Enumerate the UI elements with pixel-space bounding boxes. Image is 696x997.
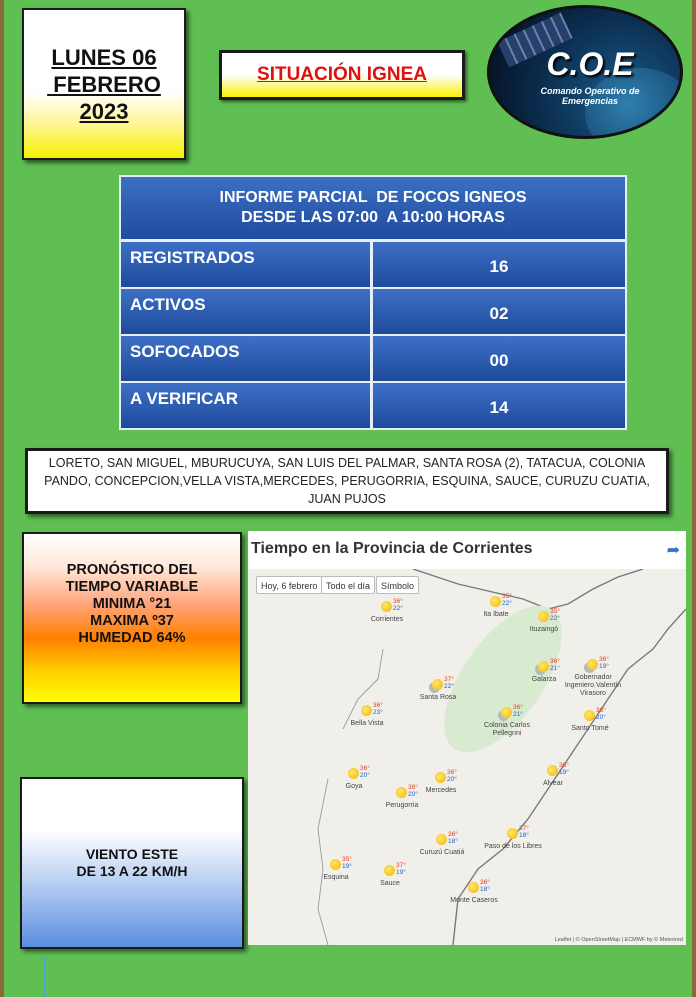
left-border — [0, 0, 4, 997]
sun-icon — [381, 601, 392, 612]
row-label: REGISTRADOS — [121, 242, 373, 287]
temp-min: 21° — [550, 665, 560, 672]
city-label[interactable]: Colonia Carlos Pellegrini — [484, 722, 530, 737]
forecast-line-2: TIEMPO VARIABLE — [65, 579, 199, 595]
city-label[interactable]: Ita Ibate — [483, 611, 509, 618]
city-temperature — [559, 762, 569, 776]
temp-max: 37° — [519, 825, 529, 832]
temp-max: 37° — [444, 676, 454, 683]
date-line-3: 2023 — [79, 98, 129, 124]
city-temperature — [480, 879, 490, 893]
row-value: 16 — [373, 242, 625, 287]
logo-title: C.O.E — [546, 46, 634, 82]
temp-max: 36° — [599, 656, 609, 663]
date-line-2: FEBRERO — [47, 71, 161, 97]
temp-max: 36° — [559, 762, 569, 769]
date-dropdown[interactable]: Hoy, 6 febrero — [256, 576, 322, 594]
forecast-humidity: HUMEDAD 64% — [78, 630, 186, 646]
sun-icon — [507, 828, 518, 839]
cloud-sun-icon — [501, 707, 512, 718]
period-dropdown[interactable]: Todo el día — [321, 576, 375, 594]
locations-list: LORETO, SAN MIGUEL, MBURUCUYA, SAN LUIS DEL PALMAR, SANTA ROSA (2), TATACUA, COLONIA PANDO, CONCEPCION,VELLA VISTA,MERCEDES, PERUGORRIA, ESQUINA, SAUCE, CURUZU CUATIA, JUAN PUJOS — [25, 448, 669, 514]
row-label: A VERIFICAR — [121, 383, 373, 428]
cloud-sun-icon — [538, 661, 549, 672]
sun-icon — [396, 787, 407, 798]
city-temperature — [448, 831, 458, 845]
city-label[interactable]: Perugorria — [385, 802, 419, 809]
temp-max: 36° — [596, 707, 606, 714]
temp-max: 36° — [513, 704, 523, 711]
temp-min: 22° — [502, 600, 512, 607]
symbol-dropdown[interactable]: Símbolo — [376, 576, 419, 594]
city-label[interactable]: Galarza — [531, 676, 557, 683]
forecast-box — [22, 532, 242, 704]
date-box — [22, 8, 186, 160]
city-label[interactable]: Esquina — [323, 874, 349, 881]
map-rivers — [248, 569, 686, 945]
city-temperature — [550, 658, 560, 672]
sun-icon — [584, 710, 595, 721]
weather-widget — [248, 531, 686, 945]
temp-max: 35° — [550, 608, 560, 615]
temp-min: 21° — [513, 711, 523, 718]
city-temperature — [373, 702, 383, 716]
city-temperature — [596, 707, 606, 721]
table-row — [121, 383, 625, 428]
forecast-min: MINIMA °21 — [92, 596, 172, 612]
sun-icon — [538, 611, 549, 622]
temp-max: 38° — [408, 784, 418, 791]
city-temperature — [408, 784, 418, 798]
situation-title: SITUACIÓN IGNEA — [257, 64, 427, 85]
forecast-line-1: PRONÓSTICO DEL — [66, 562, 198, 578]
logo-subtitle-line1: Comando Operativo de — [540, 86, 640, 96]
city-label[interactable]: Bella Vista — [350, 720, 384, 727]
table-row — [121, 242, 625, 289]
right-border — [692, 0, 696, 997]
coe-logo — [487, 5, 683, 139]
situation-banner — [219, 50, 465, 100]
city-label[interactable]: Alvear — [543, 780, 563, 787]
sun-icon — [330, 859, 341, 870]
divider-line — [44, 955, 46, 997]
temp-max: 36° — [480, 879, 490, 886]
share-arrow-icon[interactable]: ➦ — [666, 542, 680, 559]
temp-max: 35° — [502, 593, 512, 600]
city-temperature — [519, 825, 529, 839]
city-temperature — [447, 769, 457, 783]
city-label[interactable]: Monte Caseros — [450, 897, 498, 904]
cloud-sun-icon — [432, 679, 443, 690]
city-temperature — [513, 704, 523, 718]
table-row — [121, 289, 625, 336]
temp-max: 36° — [373, 702, 383, 709]
cloud-sun-icon — [587, 659, 598, 670]
temp-min: 22° — [393, 605, 403, 612]
row-label: SOFOCADOS — [121, 336, 373, 381]
city-temperature — [393, 598, 403, 612]
wind-box — [20, 777, 244, 949]
temp-min: 19° — [559, 769, 569, 776]
city-label[interactable]: Sauce — [380, 880, 400, 887]
sun-icon — [490, 596, 501, 607]
city-label[interactable]: Curuzú Cuatiá — [419, 849, 465, 856]
city-label[interactable]: Mercedes — [425, 787, 457, 794]
temp-min: 18° — [480, 886, 490, 893]
temp-max: 36° — [448, 831, 458, 838]
wind-line-1: VIENTO ESTE — [85, 846, 179, 862]
city-temperature — [396, 862, 406, 876]
row-label: ACTIVOS — [121, 289, 373, 334]
temp-min: 20° — [596, 714, 606, 721]
city-label[interactable]: Paso de los Libres — [484, 843, 542, 850]
sun-icon — [436, 834, 447, 845]
temp-min: 19° — [599, 663, 609, 670]
weather-map[interactable] — [248, 569, 686, 945]
temp-max: 37° — [396, 862, 406, 869]
temp-min: 20° — [360, 772, 370, 779]
temp-max: 36° — [360, 765, 370, 772]
weather-title: Tiempo en la Provincia de Corrientes — [251, 540, 533, 557]
date-line-1: LUNES 06 — [51, 44, 157, 70]
report-title-line1: INFORME PARCIAL DE FOCOS IGNEOS — [219, 189, 527, 206]
temp-max: 36° — [550, 658, 560, 665]
temp-min: 22° — [444, 683, 454, 690]
city-temperature — [599, 656, 609, 670]
city-label[interactable]: Santa Rosa — [419, 694, 457, 701]
city-temperature — [444, 676, 454, 690]
temp-min: 18° — [448, 838, 458, 845]
sun-icon — [547, 765, 558, 776]
sun-icon — [348, 768, 359, 779]
city-temperature — [342, 856, 352, 870]
sun-icon — [361, 705, 372, 716]
temp-max: 35° — [342, 856, 352, 863]
temp-min: 19° — [396, 869, 406, 876]
city-label[interactable]: Goya — [345, 783, 363, 790]
report-header — [121, 177, 625, 242]
temp-max: 36° — [447, 769, 457, 776]
map-attribution: Leaflet | © OpenStreetMap | ECMWF by © Meteored — [554, 937, 683, 943]
temp-min: 19° — [342, 863, 352, 870]
temp-min: 22° — [550, 615, 560, 622]
table-row — [121, 336, 625, 383]
row-value: 14 — [373, 383, 625, 428]
sun-icon — [384, 865, 395, 876]
fire-report-table — [119, 175, 627, 430]
temp-min: 23° — [373, 709, 383, 716]
city-label[interactable]: Gobernador Ingeniero Valentín Virasoro — [564, 674, 622, 697]
city-temperature — [502, 593, 512, 607]
wind-line-2: DE 13 A 22 KM/H — [76, 863, 188, 879]
sun-icon — [435, 772, 446, 783]
city-label[interactable]: Santo Tomé — [571, 725, 609, 732]
city-temperature — [550, 608, 560, 622]
logo-subtitle-line2: Emergencias — [561, 96, 619, 106]
city-label[interactable]: Corrientes — [370, 616, 404, 623]
logo-subtitle — [530, 86, 650, 106]
temp-min: 20° — [408, 791, 418, 798]
forecast-max: MAXIMA º37 — [90, 613, 174, 629]
city-temperature — [360, 765, 370, 779]
temp-min: 20° — [447, 776, 457, 783]
temp-max: 36° — [393, 598, 403, 605]
row-value: 02 — [373, 289, 625, 334]
city-label[interactable]: Ituzaingó — [529, 626, 559, 633]
sun-icon — [468, 882, 479, 893]
row-value: 00 — [373, 336, 625, 381]
report-title-line2: DESDE LAS 07:00 A 10:00 HORAS — [241, 209, 505, 226]
temp-min: 18° — [519, 832, 529, 839]
